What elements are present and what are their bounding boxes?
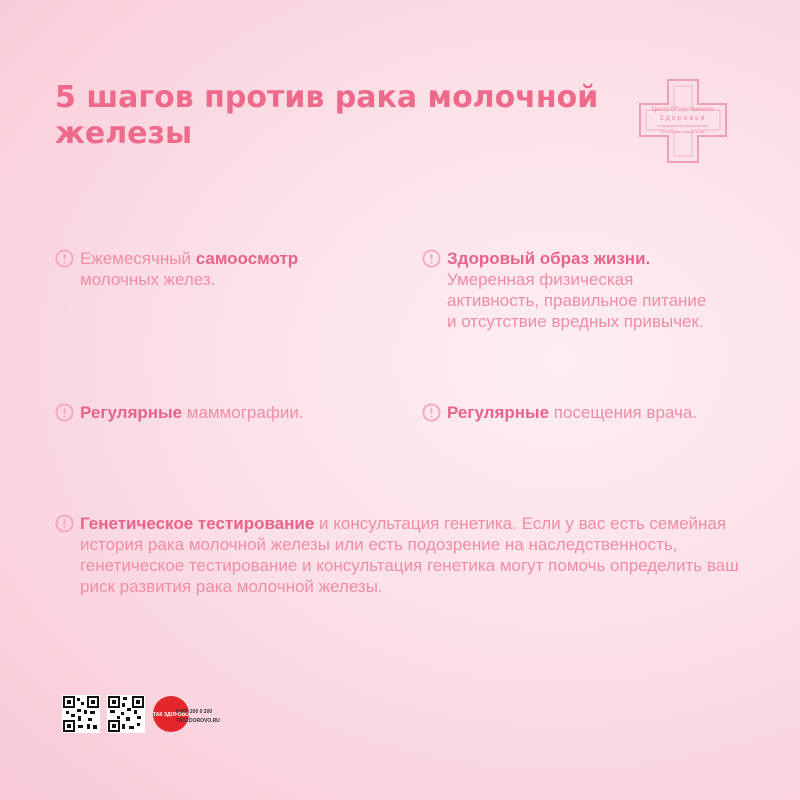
step-text-post: Умеренная физическая активность, правильное питание и отсутствие вредных привычек.	[447, 270, 707, 331]
warning-circle-icon	[422, 403, 441, 422]
step-text-bold: Регулярные	[80, 403, 183, 422]
step-text-post: и консультация генетика. Если у вас есть семейная история рака молочной железы или есть подозрение на наследственность, генетическое тестирование и консультация генетика могут помочь определить ваш риск развития рака молочной железы.	[80, 514, 739, 596]
step-healthy-lifestyle	[422, 248, 762, 332]
step-text-post: маммографии.	[182, 403, 304, 422]
qr-code-icon[interactable]	[62, 695, 100, 733]
badge-text: ТАК ЗДОРОВО	[153, 712, 189, 718]
health-center-cross-logo	[638, 78, 728, 164]
logo-text-1: Центр Общественного	[651, 107, 715, 113]
hotline-phone: 8 800 200 0 200	[176, 709, 213, 715]
step-mammography	[55, 402, 395, 423]
warning-circle-icon	[422, 249, 441, 268]
page-title: 5 шагов против рака молочной железы	[55, 80, 599, 151]
step-text-bold: самоосмотр	[195, 249, 299, 268]
warning-circle-icon	[55, 403, 74, 422]
step-doctor-visits	[422, 402, 782, 423]
website-link[interactable]: TAKZDOROVO.RU	[176, 718, 220, 724]
step-text-post: посещения врача.	[549, 403, 698, 422]
warning-circle-icon	[55, 514, 74, 533]
step-text-post: молочных желез.	[80, 270, 216, 289]
warning-circle-icon	[55, 249, 74, 268]
step-text-pre: Ежемесячный	[80, 249, 196, 268]
logo-text-2: Здоровья	[659, 115, 707, 122]
step-text-bold: Здоровый образ жизни.	[447, 249, 651, 268]
step-text-bold: Генетическое тестирование	[80, 514, 315, 533]
qr-code-icon[interactable]	[107, 695, 145, 733]
step-text-bold: Регулярные	[447, 403, 550, 422]
logo-text-3: и медицинской профилактики	[658, 124, 708, 128]
logo-text-4: Республики Башкортостан	[660, 130, 706, 134]
step-genetic-testing	[55, 513, 765, 597]
step-self-exam	[55, 248, 355, 290]
